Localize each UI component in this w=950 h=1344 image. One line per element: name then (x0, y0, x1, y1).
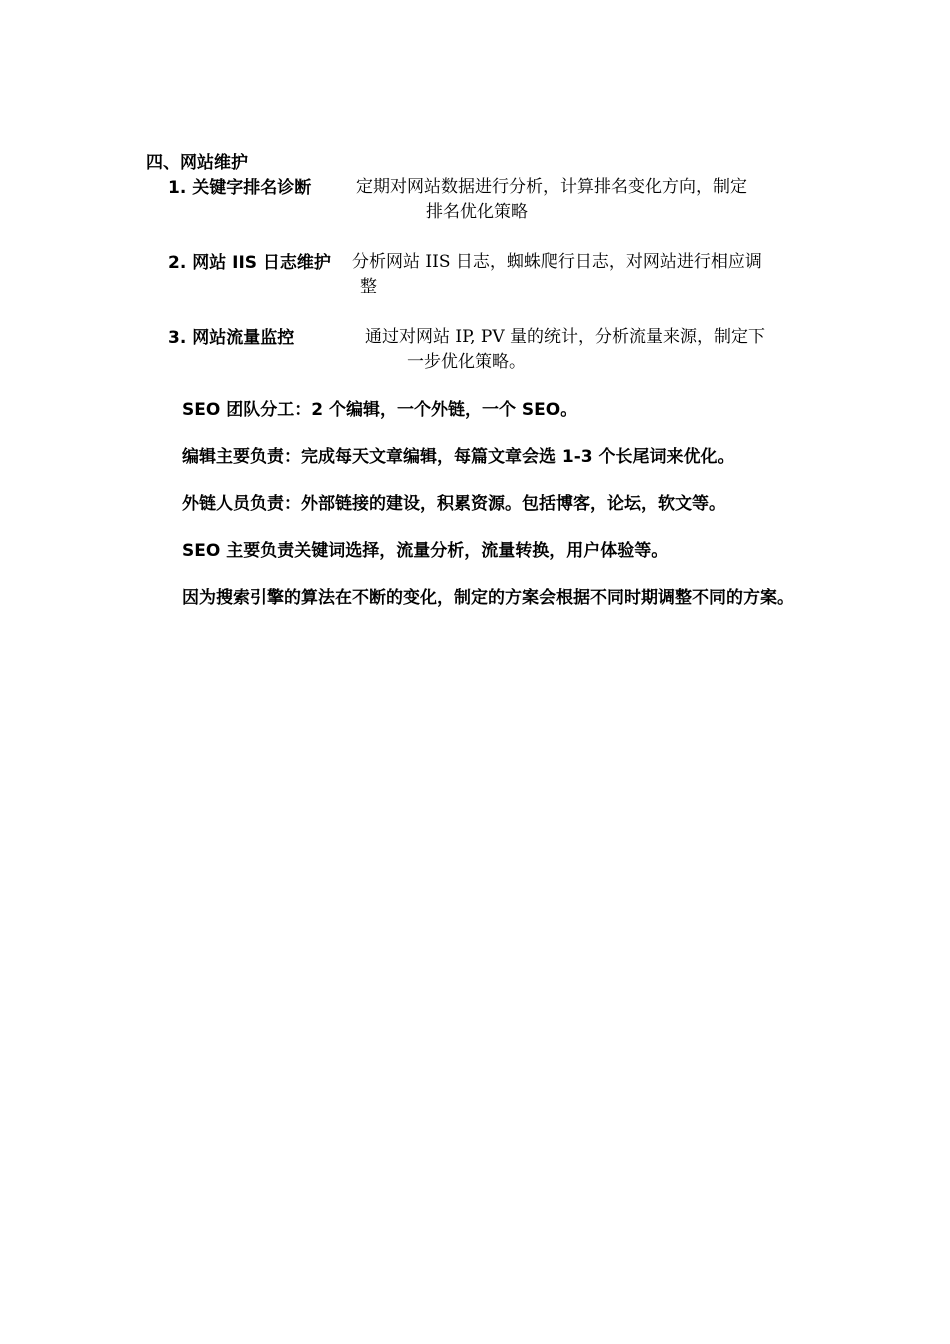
paragraph-editor-duty: 编辑主要负责：完成每天文章编辑，每篇文章会选 1-3 个长尾词来优化。 (182, 447, 735, 467)
item-desc-line: 一步优化策略。 (407, 352, 526, 372)
item-desc-keyword-ranking (356, 175, 747, 225)
item-desc-traffic-monitor (365, 325, 765, 375)
paragraph-link-duty: 外链人员负责：外部链接的建设，积累资源。包括博客，论坛，软文等。 (182, 494, 726, 514)
item-label-iis-log: 2. 网站 IIS 日志维护 (168, 253, 331, 273)
paragraph-seo-team: SEO 团队分工：2 个编辑，一个外链，一个 SEO。 (182, 400, 578, 420)
item-desc-iis-log (352, 250, 762, 300)
item-desc-line: 通过对网站 IP, PV 量的统计，分析流量来源，制定下 (365, 327, 766, 347)
item-desc-line: 整 (360, 277, 377, 297)
item-desc-line: 定期对网站数据进行分析，计算排名变化方向，制定 (356, 177, 747, 197)
item-label-traffic-monitor: 3. 网站流量监控 (168, 328, 295, 348)
item-desc-line: 排名优化策略 (426, 202, 528, 222)
section-title: 四、网站维护 (146, 153, 248, 173)
item-label-keyword-ranking: 1. 关键字排名诊断 (168, 178, 312, 198)
paragraph-algorithm-note: 因为搜索引擎的算法在不断的变化，制定的方案会根据不同时期调整不同的方案。 (182, 588, 794, 608)
paragraph-seo-duty: SEO 主要负责关键词选择，流量分析，流量转换，用户体验等。 (182, 541, 669, 561)
item-desc-line: 分析网站 IIS 日志，蜘蛛爬行日志，对网站进行相应调 (352, 252, 762, 272)
